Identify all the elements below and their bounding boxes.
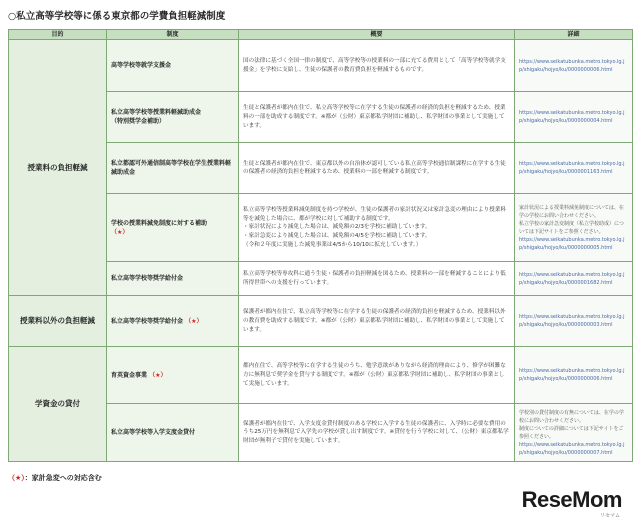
- header-system: 制度: [107, 30, 239, 40]
- detail-link[interactable]: https://www.seikatubunka.metro.tokyo.lg.jp/shigaku/hojyo/ku/0000000005.html: [519, 236, 625, 251]
- footnote-mark: （★）: [8, 474, 25, 482]
- detail-note: 家計状況による授業料減免制度については、在学の学校にお問い合わせください。: [519, 204, 624, 219]
- resemom-logo: ReseMom: [521, 487, 622, 512]
- summary-line: ・家計状況により減免した場合は、減免額の2/3を学校に補助しています。: [243, 224, 431, 231]
- system-label: 高等学校等就学支援金: [111, 62, 172, 70]
- summary-line: ・家計急変により減免した場合は、減免額の4/5を学校に補助しています。: [243, 233, 431, 240]
- footnote-text: ：家計急変への対応含む: [24, 474, 102, 482]
- summary-line: （令和２年度に実施した減免事業は4/5から10/10に拡充しています。）: [243, 241, 422, 248]
- header-summary: 概要: [239, 30, 515, 40]
- detail-link[interactable]: https://www.seikatubunka.metro.tokyo.lg.jp/shigaku/hojyo/ku/0000001682.html: [519, 271, 625, 286]
- star-mark: （★）: [149, 371, 167, 379]
- system-label: 私立高等学校等授業料軽減助成金: [111, 109, 202, 116]
- system-summary: 都内在住で、高等学校等に在学する生徒のうち、勉学意欲がありながら経済的理由により、修学が困難な方に無利息で奨学金を貸与する制度です。※都が（公財）東京都私学財団に補助し、私学財団の事業として実施しています。: [239, 347, 515, 404]
- summary-line: 私立高等学校等授業料減免制度を持つ学校が、生徒の保護者の家計状況又は家計急変の理由により授業料等を減免した場合に、都が学校に対して補助する制度です。: [243, 207, 506, 222]
- detail-cell: [515, 347, 633, 404]
- detail-cell: [515, 404, 633, 462]
- table-header-row: [9, 30, 633, 40]
- system-summary: 生徒と保護者が都内在住で、私立高等学校等に在学する生徒の保護者の経済的負担を軽減するため、授業料の一部を助成する制度です。※都が（公財）東京都私学財団に補助し、私学財団の事業として実施しています。: [239, 92, 515, 143]
- system-summary: 保護者が都内在住で、私立高等学校等に在学する生徒の保護者の経済的負担を軽減するため、授業料以外の教育費を助成する制度です。※都が（公財）東京都私学財団に補助し、私学財団の事業として実施しています。: [239, 296, 515, 347]
- table-row: [9, 296, 633, 347]
- table-row: [9, 40, 633, 92]
- system-name: [107, 92, 239, 143]
- system-name: [107, 347, 239, 404]
- system-label: 学校の授業料減免制度に対する補助: [111, 219, 208, 227]
- purpose-other-costs: 授業料以外の負担軽減: [9, 296, 107, 347]
- star-mark: （★）: [185, 317, 203, 325]
- system-summary: 保護者が都内在住で、入学支度金貸付制度のある学校に入学する生徒の保護者に、入学時に必要な費用のうち25万円を無利息で入学先の学校が貸し出す制度です。※貸付を行う学校に対して、（公財）東京都私学財団が無利子で貸付を実施しています。: [239, 404, 515, 462]
- detail-note: 私立学校の家計急変制度（私立学校助成）については下記サイトをご参照ください。: [519, 220, 624, 235]
- detail-cell: [515, 143, 633, 194]
- system-label: 育英資金事業: [111, 371, 148, 379]
- purpose-tuition: 授業料の負担軽減: [9, 40, 107, 296]
- system-name: [107, 143, 239, 194]
- page-title: ○私立高等学校等に係る東京都の学費負担軽減制度: [8, 11, 226, 22]
- resemom-logo-sub: リセマム: [600, 513, 620, 519]
- detail-note: 制度についての詳細については下記サイトをご参照ください。: [519, 425, 624, 440]
- system-label: 私立高等学校等奨学給付金: [111, 317, 184, 325]
- subsidy-table: [8, 29, 633, 462]
- detail-link[interactable]: https://www.seikatubunka.metro.tokyo.lg.jp/shigaku/hojyo/ku/0000000006.html: [519, 58, 625, 73]
- header-details: 詳細: [515, 30, 633, 40]
- system-name: [107, 40, 239, 92]
- system-summary: 私立高等学校等専攻科に通う生徒・保護者の負担軽減を図るため、授業料の一部を軽減することにより低所得世帯への支援を行っています。: [239, 262, 515, 296]
- detail-link[interactable]: https://www.seikatubunka.metro.tokyo.lg.jp/shigaku/hojyo/ku/0000000003.html: [519, 314, 625, 329]
- detail-cell: [515, 40, 633, 92]
- system-name: [107, 404, 239, 462]
- star-mark: （★）: [111, 228, 129, 236]
- system-name: [107, 194, 239, 262]
- table-row: [9, 347, 633, 404]
- system-summary: 国の法律に基づく全国一律の制度で、高等学校等の授業料の一部に充てる費用として「高等学校等就学支援金」を学校に支給し、生徒の保護者の教育費負担を軽減するものです。: [239, 40, 515, 92]
- system-name: [107, 296, 239, 347]
- footnote: [8, 473, 102, 483]
- detail-cell: [515, 296, 633, 347]
- detail-cell: [515, 92, 633, 143]
- system-label: 私立都認可外通信制高等学校在学生授業料軽減助成金: [111, 160, 232, 177]
- system-label: 私立高等学校等奨学給付金: [111, 275, 184, 283]
- purpose-loans: 学資金の貸付: [9, 347, 107, 462]
- header-purpose: 目的: [9, 30, 107, 40]
- detail-link[interactable]: https://www.seikatubunka.metro.tokyo.lg.jp/shigaku/hojyo/ku/0000000006.html: [519, 368, 625, 383]
- system-label: 私立高等学校等入学支度金貸付: [111, 429, 196, 437]
- detail-cell: [515, 262, 633, 296]
- detail-note: 学校別の貸付制度の有無については、在学の学校にお問い合わせください。: [519, 409, 624, 424]
- detail-cell: [515, 194, 633, 262]
- detail-link[interactable]: https://www.seikatubunka.metro.tokyo.lg.jp/shigaku/hojyo/ku/0000001163.html: [519, 161, 625, 176]
- system-name: [107, 262, 239, 296]
- detail-link[interactable]: https://www.seikatubunka.metro.tokyo.lg.jp/shigaku/hojyo/ku/0000000004.html: [519, 110, 625, 125]
- detail-link[interactable]: https://www.seikatubunka.metro.tokyo.lg.jp/shigaku/hojyo/ku/0000000007.html: [519, 441, 625, 456]
- system-summary: 生徒と保護者が都内在住で、東京都以外の自治体が認可している私立高等学校通信制課程に在学する生徒の保護者の経済的負担を軽減するため、授業料の一部を軽減する制度です。: [239, 143, 515, 194]
- system-summary: [239, 194, 515, 262]
- system-sublabel: （特別奨学金補助）: [111, 118, 166, 126]
